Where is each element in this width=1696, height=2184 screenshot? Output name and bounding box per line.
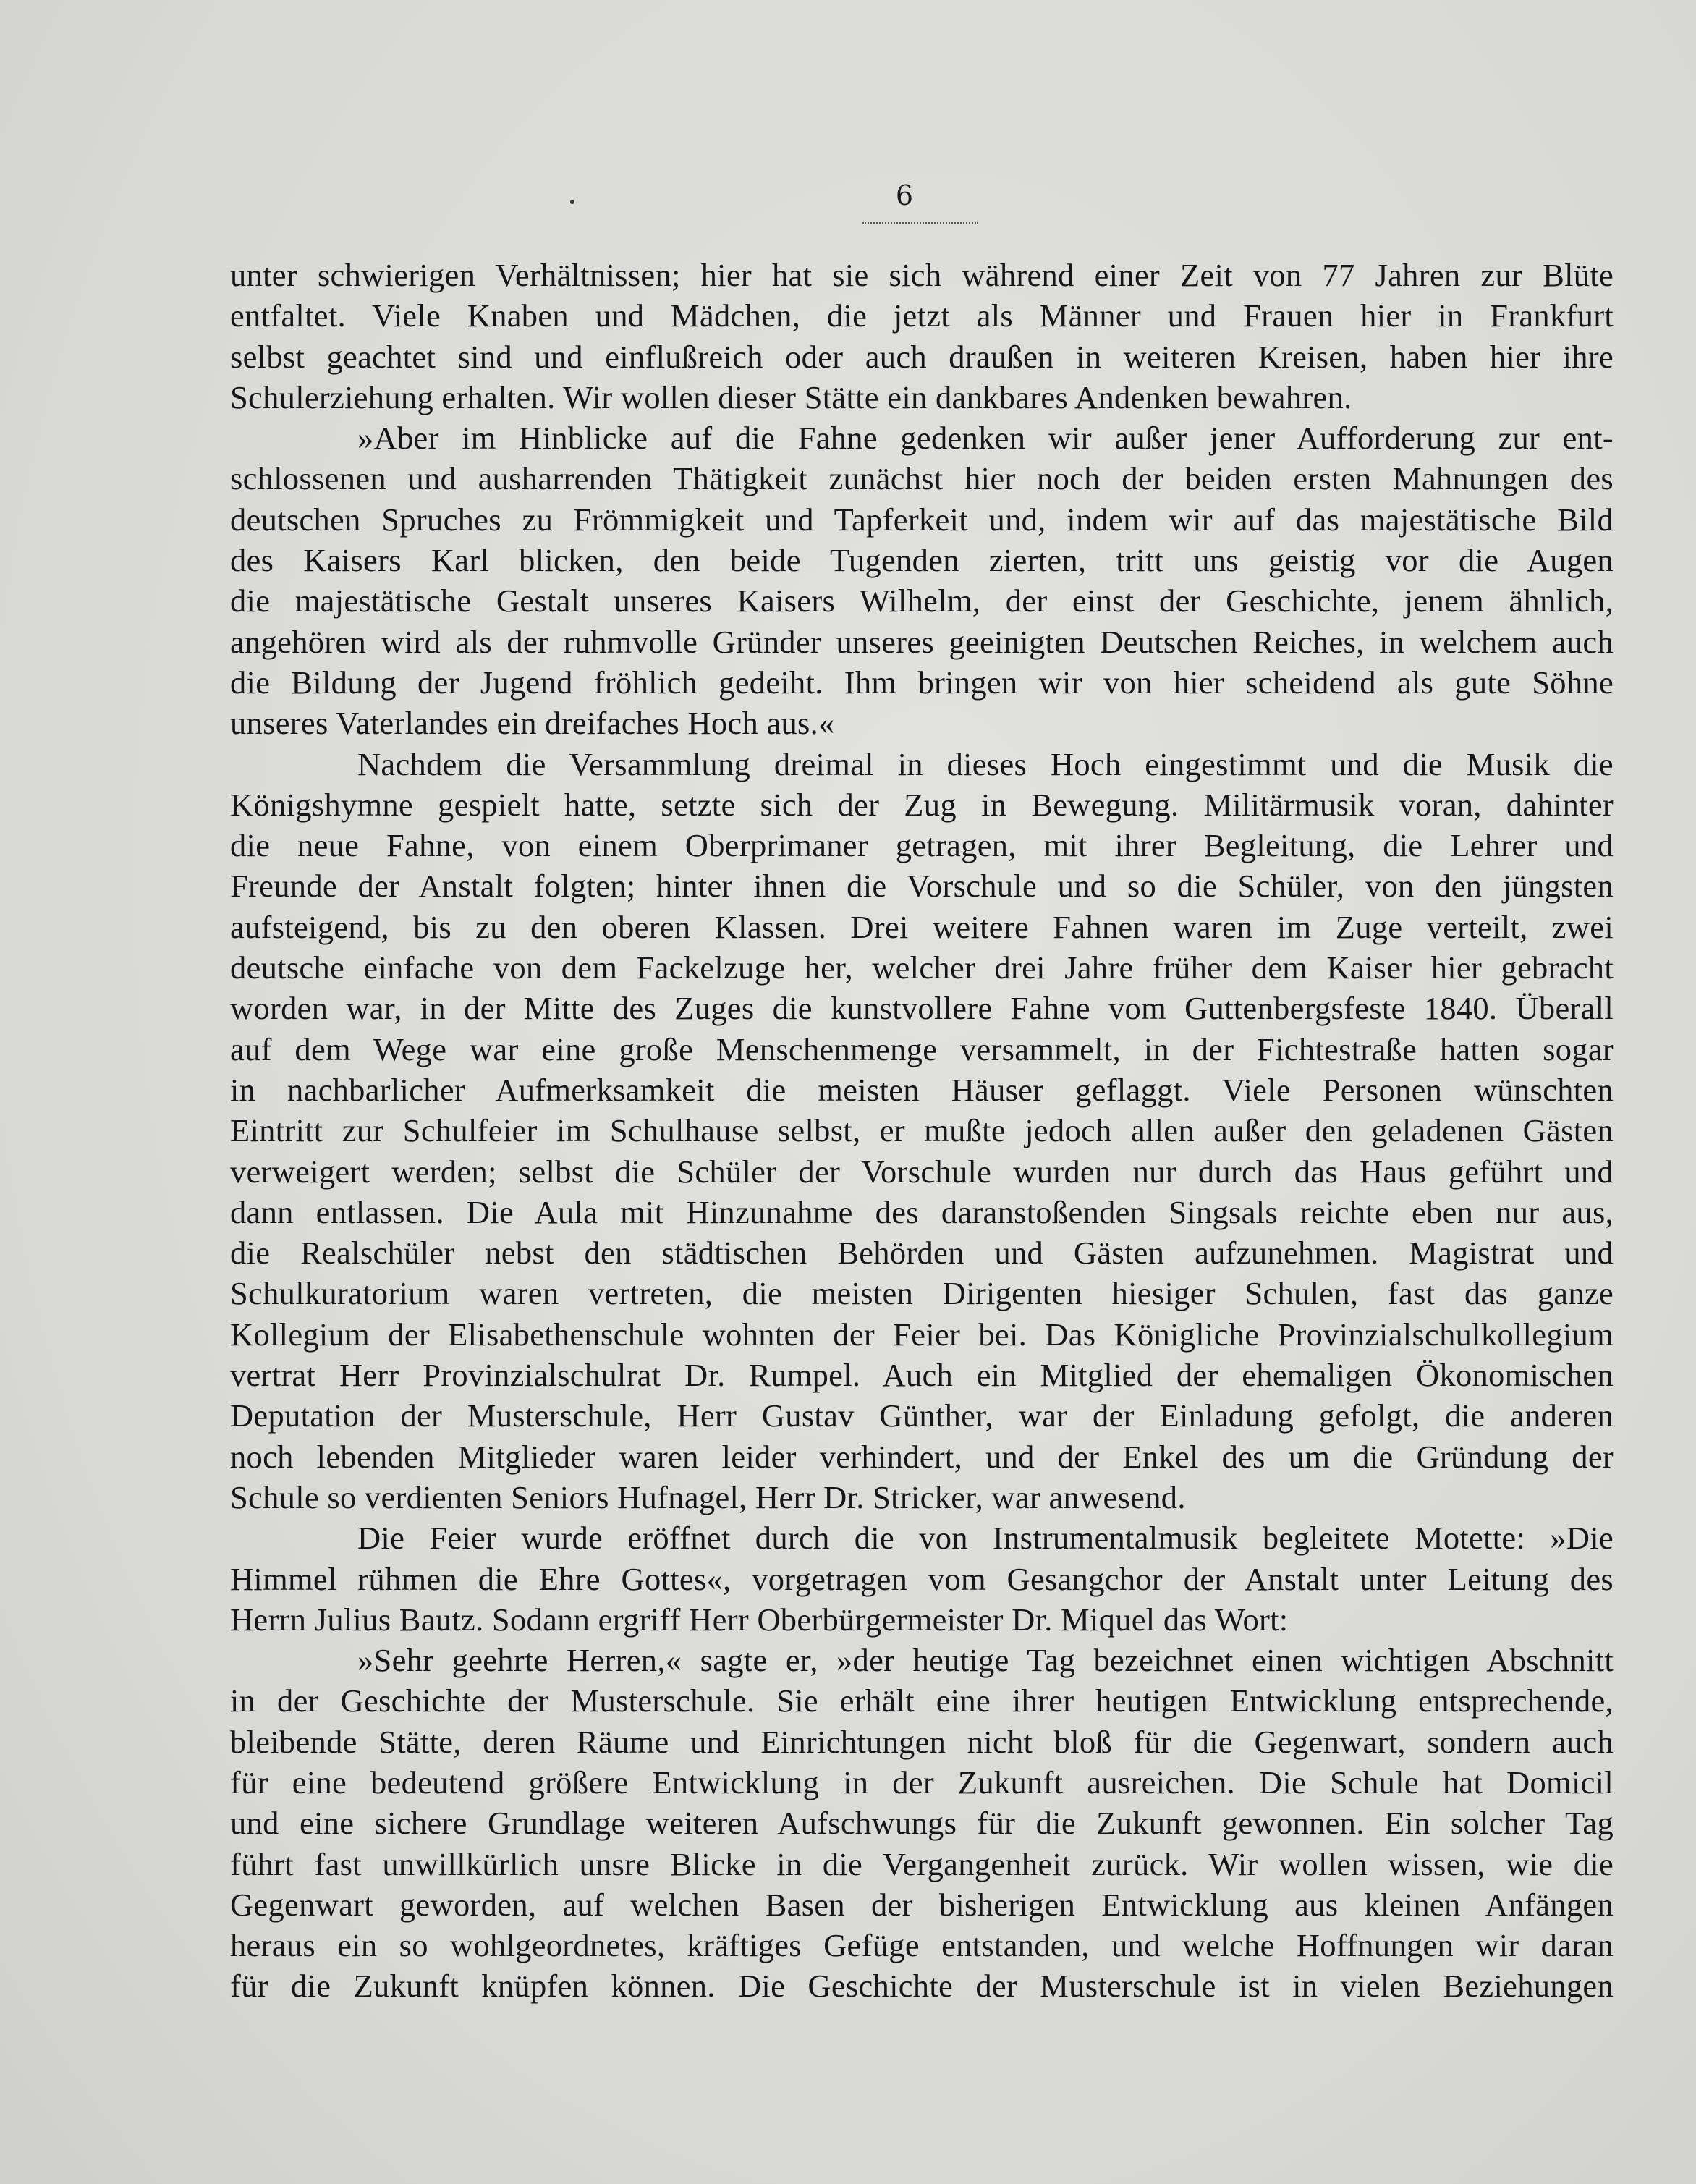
text-line: Nachdem die Versammlung dreimal in dieses Hoch eingestimmt und die Musik die	[357, 745, 1614, 782]
text-line: Gegenwart geworden, auf welchen Basen der bisherigen Entwicklung aus kleinen Anfängen	[230, 1886, 1614, 1923]
text-line: für eine bedeutend größere Entwicklung in der Zukunft ausreichen. Die Schule hat Domicil	[230, 1764, 1614, 1800]
text-line: die neue Fahne, von einem Oberprimaner getragen, mit ihrer Begleitung, die Lehrer und	[230, 827, 1614, 864]
text-line: dann entlassen. Die Aula mit Hinzunahme des daranstoßenden Singsals reichte eben nur aus,	[230, 1193, 1614, 1230]
text-line: führt fast unwillkürlich unsre Blicke in die Vergangenheit zurück. Wir wollen wissen, wie die	[230, 1845, 1614, 1882]
text-line: »Sehr geehrte Herren,« sagte er, »der heutige Tag bezeichnet einen wichtigen Abschnitt	[357, 1642, 1614, 1679]
text-line: unseres Vaterlandes ein dreifaches Hoch aus.«	[230, 705, 835, 742]
text-line: Königshymne gespielt hatte, setzte sich der Zug in Bewegung. Militärmusik voran, dahinter	[230, 786, 1614, 823]
text-line: deutsche einfache von dem Fackelzuge her, welcher drei Jahre früher dem Kaiser hier gebracht	[230, 949, 1614, 986]
text-line: vertrat Herr Provinzialschulrat Dr. Rumpel. Auch ein Mitglied der ehemaligen Ökonomischen	[230, 1357, 1614, 1394]
text-line: die Realschüler nebst den städtischen Behörden und Gästen aufzunehmen. Magistrat und	[230, 1235, 1614, 1271]
text-line: in der Geschichte der Musterschule. Sie erhält eine ihrer heutigen Entwicklung entsprechende,	[230, 1683, 1614, 1719]
text-line: deutschen Spruches zu Frömmigkeit und Tapferkeit und, indem wir auf das majestätische Bild	[230, 501, 1614, 538]
text-line: die majestätische Gestalt unseres Kaisers Wilhelm, der einst der Geschichte, jenem ähnlich,	[230, 583, 1614, 619]
text-line: entfaltet. Viele Knaben und Mädchen, die jetzt als Männer und Frauen hier in Frankfurt	[230, 297, 1614, 334]
text-line: des Kaisers Karl blicken, den beide Tugenden zierten, tritt uns geistig vor die Augen	[230, 542, 1614, 579]
text-line: Schulerziehung erhalten. Wir wollen dieser Stätte ein dankbares Andenken bewahren.	[230, 378, 1352, 415]
page-number-ornament	[862, 219, 978, 224]
text-line: worden war, in der Mitte des Zuges die kunstvollere Fahne vom Guttenbergsfeste 1840. Überall	[230, 990, 1614, 1027]
text-line: Deputation der Musterschule, Herr Gustav Günther, war der Einladung gefolgt, die anderen	[230, 1397, 1614, 1434]
text-line: »Aber im Hinblicke auf die Fahne gedenken wir außer jener Aufforderung zur ent-	[357, 420, 1614, 457]
text-line: noch lebenden Mitglieder waren leider verhindert, und der Enkel des um die Gründung der	[230, 1438, 1614, 1475]
text-line: Freunde der Anstalt folgten; hinter ihnen die Vorschule und so die Schüler, von den jüngsten	[230, 868, 1614, 905]
text-line: Schulkuratorium waren vertreten, die meisten Dirigenten hiesiger Schulen, fast das ganze	[230, 1275, 1614, 1312]
text-line: Herrn Julius Bautz. Sodann ergriff Herr Oberbürgermeister Dr. Miquel das Wort:	[230, 1601, 1289, 1638]
text-line: Kollegium der Elisabethenschule wohnten der Feier bei. Das Königliche Provinzialschulkollegium	[230, 1316, 1614, 1353]
text-line: Eintritt zur Schulfeier im Schulhause selbst, er mußte jedoch allen außer den geladenen Gästen	[230, 1112, 1614, 1149]
text-line: Die Feier wurde eröffnet durch die von Instrumentalmusik begleitete Motette: »Die	[357, 1520, 1614, 1557]
text-line: verweigert werden; selbst die Schüler der Vorschule wurden nur durch das Haus geführt und	[230, 1153, 1614, 1190]
text-line: angehören wird als der ruhmvolle Gründer unseres geeinigten Deutschen Reiches, in welchem auch	[230, 623, 1614, 660]
text-line: für die Zukunft knüpfen können. Die Geschichte der Musterschule ist in vielen Beziehungen	[230, 1968, 1614, 2005]
text-line: schlossenen und ausharrenden Thätigkeit zunächst hier noch der beiden ersten Mahnungen des	[230, 460, 1614, 497]
text-line: die Bildung der Jugend fröhlich gedeiht. Ihm bringen wir von hier scheidend als gute Söhne	[230, 664, 1614, 701]
text-line: selbst geachtet sind und einflußreich oder auch draußen in weiteren Kreisen, haben hier ihre	[230, 338, 1614, 375]
print-speck	[570, 200, 574, 204]
body-text	[230, 255, 1614, 2007]
page-number: 6	[895, 179, 914, 211]
text-line: heraus ein so wohlgeordnetes, kräftiges Gefüge entstanden, und welche Hoffnungen wir daran	[230, 1927, 1614, 1964]
text-line: und eine sichere Grundlage weiteren Aufschwungs für die Zukunft gewonnen. Ein solcher Tag	[230, 1805, 1614, 1842]
text-line: Schule so verdienten Seniors Hufnagel, Herr Dr. Stricker, war anwesend.	[230, 1478, 1186, 1515]
text-line: unter schwierigen Verhältnissen; hier hat sie sich während einer Zeit von 77 Jahren zur Blüte	[230, 257, 1614, 293]
text-line: aufsteigend, bis zu den oberen Klassen. Drei weitere Fahnen waren im Zuge verteilt, zwei	[230, 908, 1614, 945]
text-line: auf dem Wege war eine große Menschenmenge versammelt, in der Fichtestraße hatten sogar	[230, 1030, 1614, 1067]
text-line: Himmel rühmen die Ehre Gottes«, vorgetragen vom Gesangchor der Anstalt unter Leitung des	[230, 1560, 1614, 1597]
text-line: in nachbarlicher Aufmerksamkeit die meisten Häuser geflaggt. Viele Personen wünschten	[230, 1071, 1614, 1108]
text-line: bleibende Stätte, deren Räume und Einrichtungen nicht bloß für die Gegenwart, sondern auch	[230, 1723, 1614, 1760]
